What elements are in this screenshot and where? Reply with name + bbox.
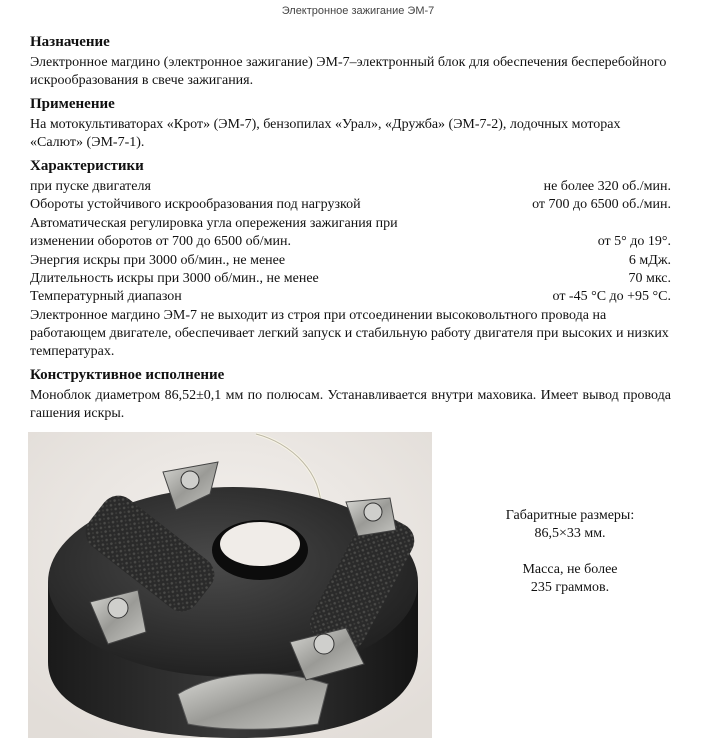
design-text: Моноблок диаметром 86,52±0,1 мм по полюсам. Устанавливается внутри маховика. Имеет вывод провода гашения искры.	[30, 387, 671, 421]
spec-value: от 700 до 6500 об./мин.	[532, 197, 671, 213]
spec-label: Обороты устойчивого искрообразования под нагрузкой	[30, 197, 361, 213]
spec-value: 70 мкс.	[628, 271, 671, 287]
spec-value: от 5° до 19°.	[597, 234, 671, 250]
specs-list	[30, 178, 671, 307]
spec-label: изменении оборотов от 700 до 6500 об/мин.	[30, 234, 291, 250]
spec-row	[30, 196, 671, 214]
mass-value: 235 граммов.	[530, 580, 610, 595]
dimensions-value: 86,5×33 мм.	[534, 526, 606, 541]
spec-row	[30, 233, 671, 251]
application-text: На мотокультиваторах «Крот» (ЭМ-7), бензопилах «Урал», «Дружба» (ЭМ-7-2), лодочных моторах «Салют» (ЭМ-7-1).	[30, 117, 621, 150]
purpose-text: Электронное магдино (электронное зажигание) ЭМ-7–электронный блок для обеспечения бесперебойного искрообразования в свече зажигания.	[30, 55, 667, 88]
document-body	[30, 32, 671, 423]
spec-row	[30, 252, 671, 270]
spec-row	[30, 270, 671, 288]
spec-label: Длительность искры при 3000 об/мин., не менее	[30, 271, 319, 287]
spec-label: при пуске двигателя	[30, 179, 151, 194]
design-heading: Конструктивное исполнение	[30, 366, 225, 383]
specs-note: Электронное магдино ЭМ-7 не выходит из строя при отсоединении высоковольтного провода на работающем двигателе, обеспечивает легкий запуск и стабильную работу двигателя при высоких и низких температурах.	[30, 307, 669, 359]
dimensions-label: Габаритные размеры:	[505, 508, 635, 523]
purpose-heading: Назначение	[30, 34, 110, 50]
spec-value: от -45 °С до +95 °С.	[552, 289, 671, 305]
spec-label: Автоматическая регулировка угла опережения зажигания при	[30, 215, 398, 231]
spec-row	[30, 215, 671, 233]
specs-heading: Характеристики	[30, 158, 144, 174]
magneto-illustration	[28, 432, 432, 738]
spec-row	[30, 178, 671, 196]
product-photo	[28, 432, 432, 738]
spec-label: Энергия искры при 3000 об/мин., не менее	[30, 252, 286, 268]
page-title: Электронное зажигание ЭМ-7	[281, 5, 435, 17]
spec-value: 6 мДж.	[628, 252, 671, 268]
application-heading: Применение	[30, 96, 115, 112]
mass-label: Масса, не более	[522, 562, 618, 577]
dimensions-caption	[470, 507, 670, 597]
spec-value: не более 320 об./мин.	[543, 179, 671, 194]
spec-label: Температурный диапазон	[30, 289, 182, 305]
spec-row	[30, 288, 671, 306]
